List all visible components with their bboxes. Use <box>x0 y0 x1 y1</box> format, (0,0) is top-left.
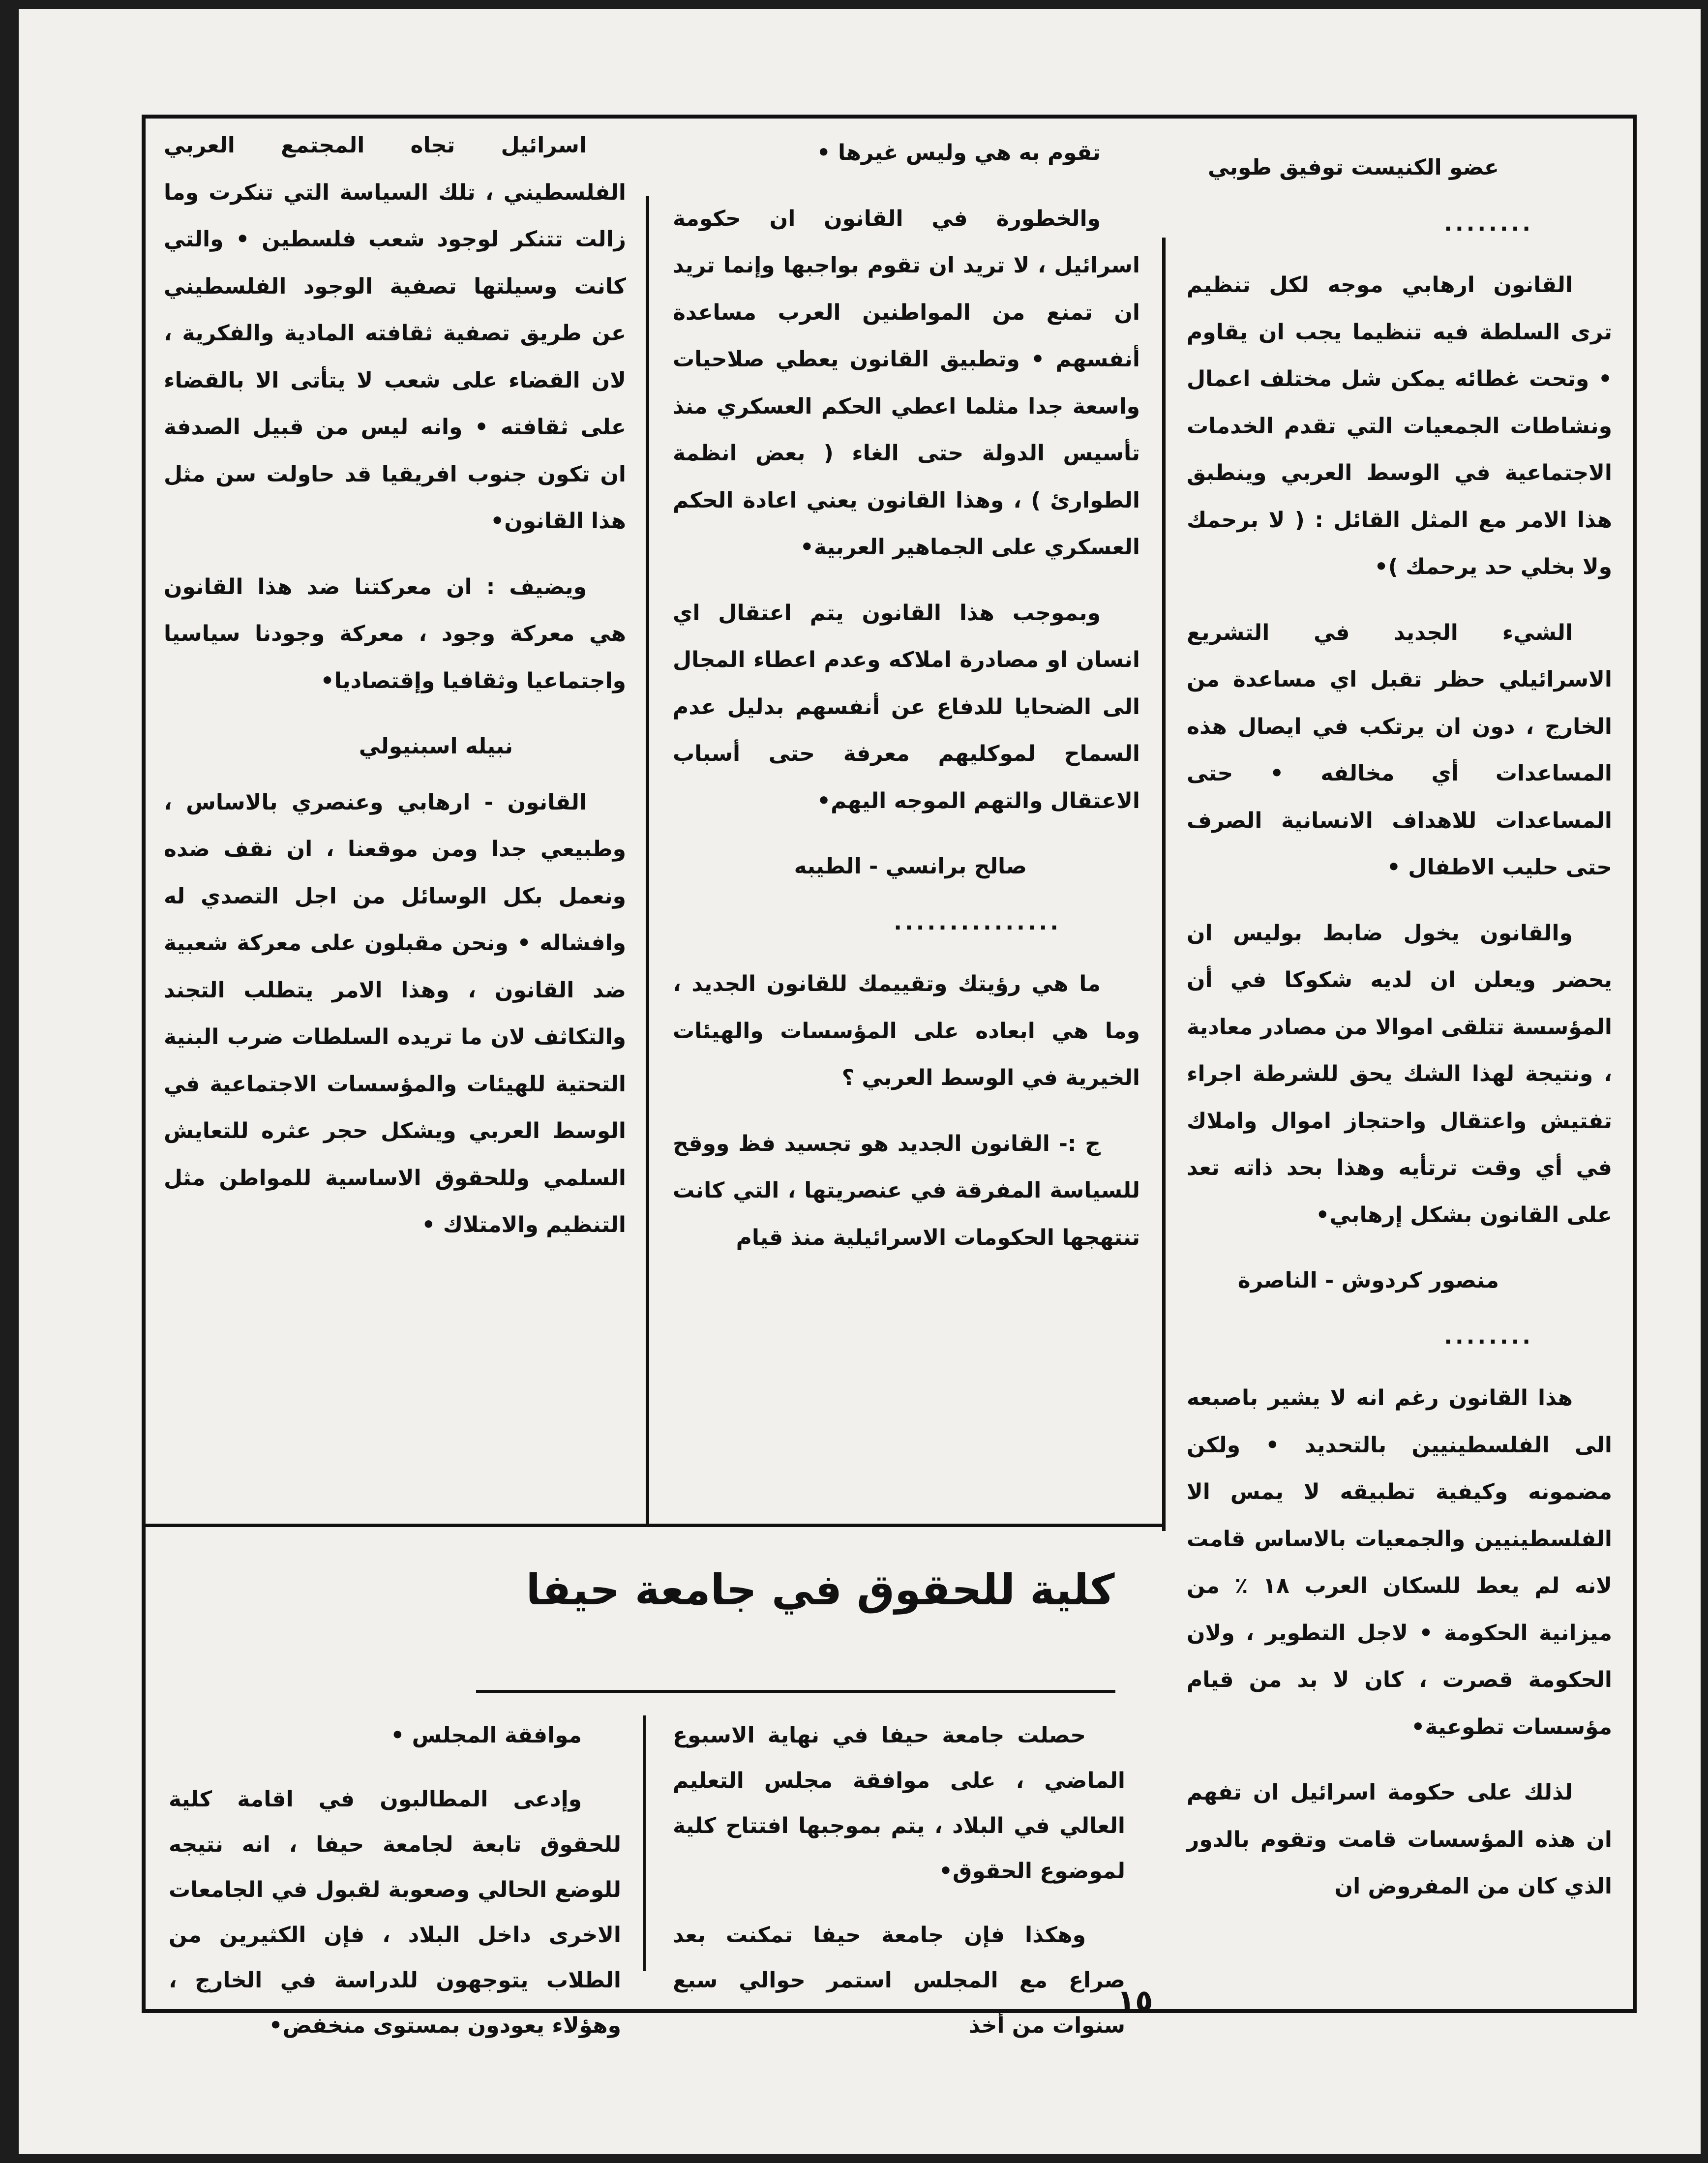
middle-column-paragraph: ج :- القانون الجديد هو تجسيد فظ ووقح للسياسة المفرقة في عنصريتها ، التي كانت تنتهجها الحكومات الاسرائيلية منذ قيام <box>673 1131 1140 1250</box>
article-column-right <box>673 1713 1125 2067</box>
right-column-paragraph: هذا القانون رغم انه لا يشير باصبعه الى الفلسطينيين بالتحديد • ولكن مضمونه وكيفية تطبيقه لا يمس الا الفلسطينيين والجمعيات بالاساس قامت لانه لم يعط للسكان العرب ١٨ ٪ من ميزانية الحكومة • لاجل التطوير ، ولان الحكومة قصرت ، كان لا بد من قيام مؤسسات تطوعية• <box>1187 1385 1612 1740</box>
middle-column-separator: ............... <box>894 909 1061 935</box>
headline-rule <box>476 1690 1115 1693</box>
article-right-paragraph: وهكذا فإن جامعة حيفا تمكنت بعد صراع مع المجلس استمر حوالي سبع سنوات من أخذ <box>673 1923 1125 2038</box>
left-column-paragraph: ويضيف : ان معركتنا ضد هذا القانون هي معركة وجود ، معركة وجودنا سياسيا واجتماعيا وثقافيا وإقتصاديا• <box>164 574 626 693</box>
right-column-paragraph: والقانون يخول ضابط بوليس ان يحضر ويعلن ان لديه شكوكا في أن المؤسسة تتلقى اموالا من مصادر معادية ، ونتيجة لهذا الشك يحق للشرطة اجراء تفتيش واعتقال واحتجاز اموال واملاك في أي وقت ترتأيه وهذا بحد ذاته تعد على القانون بشكل إرهابي• <box>1187 920 1612 1228</box>
right-column-separator: ........ <box>1444 1323 1533 1349</box>
left-column-paragraph: اسرائيل تجاه المجتمع العربي الفلسطيني ، تلك السياسة التي تنكرت وما زالت تتنكر لوجود شعب فلسطين • والتي كانت وسيلتها تصفية الوجود الفلسطيني عن طريق تصفية ثقافته المادية والفكرية ، لان القضاء على شعب لا يتأتى الا بالقضاء على ثقافته • وانه ليس من قبيل الصدفة ان تكون جنوب افريقيا قد حاولت سن مثل هذا القانون• <box>164 133 626 534</box>
middle-column-paragraph: ما هي رؤيتك وتقييمك للقانون الجديد ، وما هي ابعاده على المؤسسات والهيئات الخيرية في الوسط العربي ؟ <box>673 971 1140 1090</box>
block-rule-bottom <box>142 1524 1166 1527</box>
right-column-paragraph: القانون ارهابي موجه لكل تنظيم ترى السلطة فيه تنظيما يجب ان يقاوم • وتحت غطائه يمكن شل مختلف اعمال ونشاطات الجمعيات التي تقدم الخدمات الاجتماعية في الوسط العربي وينطبق هذا الامر مع المثل القائل : ( لا برحمك ولا بخلي حد يرحمك )• <box>1187 272 1612 579</box>
column-right <box>1187 144 1612 1929</box>
article-column-left <box>169 1713 621 2067</box>
article-left-paragraph: وإدعى المطالبون في اقامة كلية للحقوق تابعة لجامعة حيفا ، انه نتيجه للوضع الحالي وصعوبة لقبول في الجامعات الاخرى داخل البلاد ، فإن الكثيرين من الطلاب يتوجهون للدراسة في الخارج ، وهؤلاء يعودون بمستوى منخفض• <box>169 1787 621 2038</box>
left-column-paragraph: القانون - ارهابي وعنصري بالاساس ، وطبيعي جدا ومن موقعنا ، ان نقف ضده ونعمل بكل الوسائل من اجل التصدي له وافشاله • ونحن مقبلون على معركة شعبية ضد القانون ، وهذا الامر يتطلب التجند والتكاثف لان ما تريده السلطات ضرب البنية التحتية للهيئات والمؤسسات الاجتماعية في الوسط العربي ويشكل حجر عثره للتعايش السلمي وللحقوق الاساسية للمواطن مثل التنظيم والامتلاك • <box>164 789 626 1237</box>
column-rule-left <box>646 196 649 1524</box>
middle-column-byline: صالح برانسي - الطيبه <box>794 854 1027 879</box>
middle-column-paragraph: والخطورة في القانون ان حكومة اسرائيل ، لا تريد ان تقوم بواجبها وإنما تريد ان تمنع من المواطنين العرب مساعدة أنفسهم • وتطبيق القانون يعطي صلاحيات واسعة جدا مثلما اعطي الحكم العسكري منذ تأسيس الدولة حتى الغاء ( بعض انظمة الطوارئ ) ، وهذا القانون يعني اعادة الحكم العسكري على الجماهير العربية• <box>673 206 1140 560</box>
article-left-paragraph: موافقة المجلس • <box>390 1723 582 1748</box>
column-middle <box>673 129 1140 1280</box>
page-sheet <box>19 9 1701 2154</box>
column-rule-right <box>1162 238 1166 1531</box>
left-column-byline: نبيله اسبنيولي <box>359 734 513 759</box>
right-column-paragraph: الشيء الجديد في التشريع الاسرائيلي حظر تقبل اي مساعدة من الخارج ، دون ان يرتكب في ايصال هذه المساعدات أي مخالفه • حتى المساعدات للاهداف الانسانية الصرف حتى حليب الاطفال • <box>1187 620 1612 880</box>
article-headline: كلية للحقوق في جامعة حيفا <box>526 1565 1115 1615</box>
right-column-paragraph: لذلك على حكومة اسرائيل ان تفهم ان هذه المؤسسات قامت وتقوم بالدور الذي كان من المفروض ان <box>1187 1780 1612 1899</box>
right-column-byline: منصور كردوش - الناصرة <box>1237 1268 1499 1293</box>
page-number: ١٥ <box>1117 1983 1153 2018</box>
article-right-paragraph: حصلت جامعة حيفا في نهاية الاسبوع الماضي ، على موافقة مجلس التعليم العالي في البلاد ، يتم بموجبها افتتاح كلية لموضوع الحقوق• <box>673 1723 1125 1884</box>
middle-column-paragraph: تقوم به هي وليس غيرها • <box>816 140 1101 165</box>
article-column-rule <box>643 1715 646 1971</box>
right-column-separator: ........ <box>1444 210 1533 236</box>
middle-column-paragraph: وبموجب هذا القانون يتم اعتقال اي انسان او مصادرة املاكه وعدم اعطاء المجال الى الضحايا للدفاع عن أنفسهم بدليل عدم السماح لموكليهم معرفة حتى أسباب الاعتقال والتهم الموجه اليهم• <box>673 600 1140 813</box>
column-left <box>164 122 626 1267</box>
right-column-byline: عضو الكنيست توفيق طوبي <box>1207 155 1499 180</box>
